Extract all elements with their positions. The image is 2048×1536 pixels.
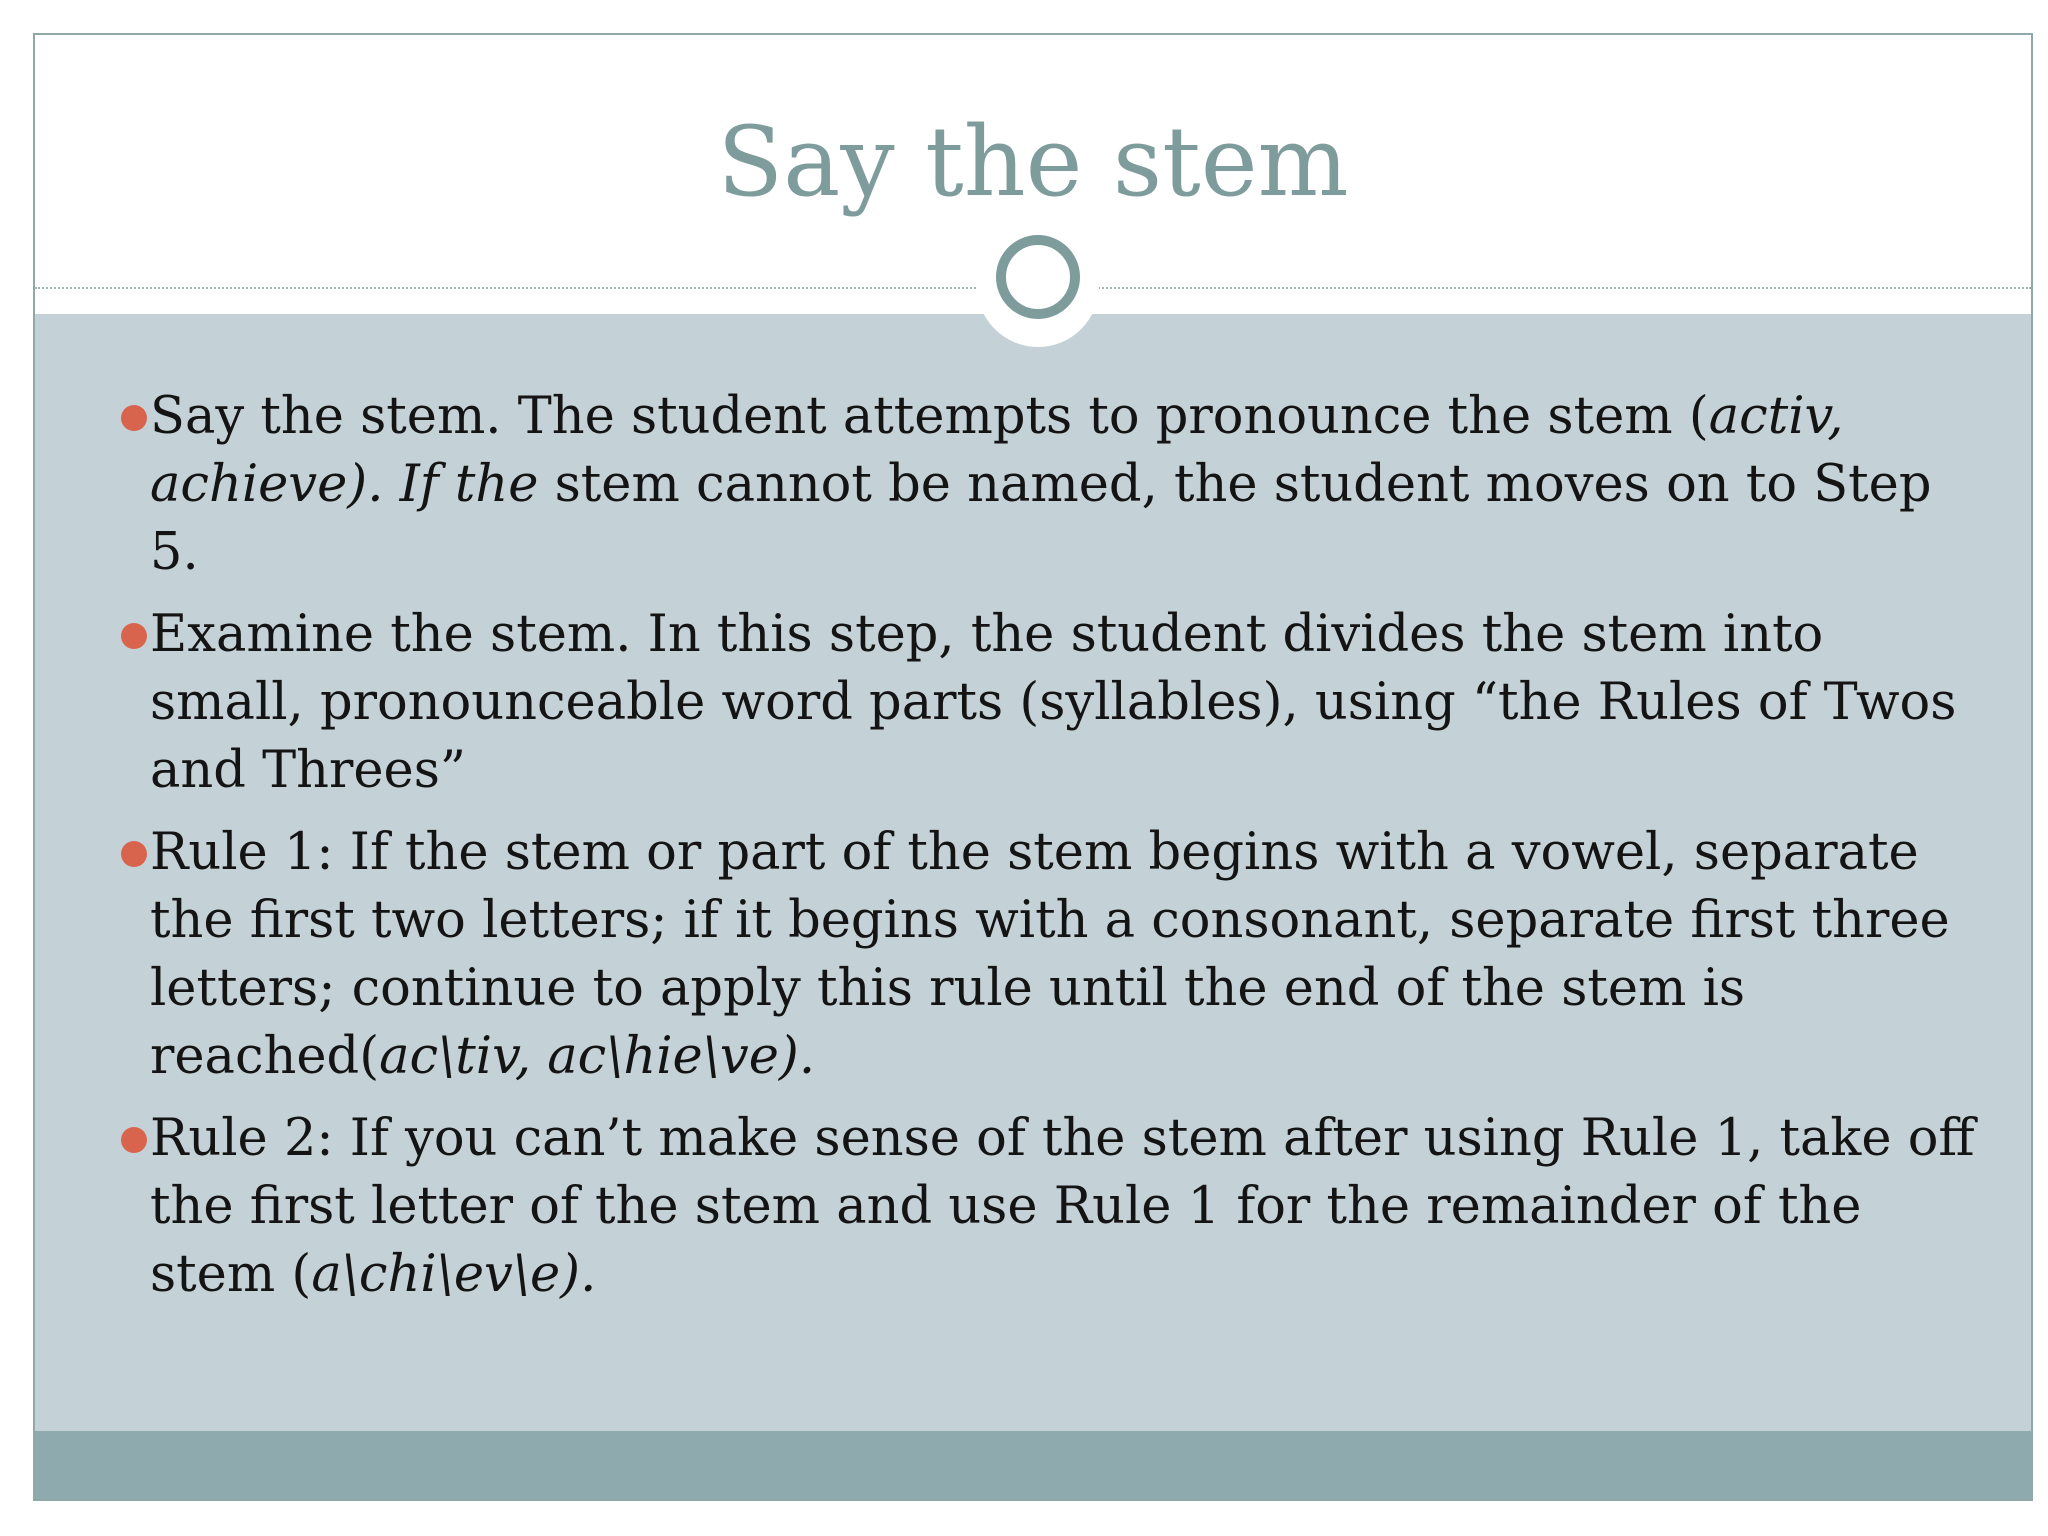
bullet-text-segment: Rule 1: If the stem or part of the stem begins with a vowel, separate the first two letters; if it begins with a consonant, separate first three letters; continue to apply this rule until the end of the stem is reached( xyxy=(150,823,1950,1086)
bullet-list xyxy=(150,383,1980,1323)
bullet-text xyxy=(150,605,1956,800)
bullet-dot-icon xyxy=(121,623,147,649)
bullet-text-segment: Say the stem. The student attempts to pronounce the stem ( xyxy=(150,387,1709,446)
bullet-text-segment-italic: a\chi\ev\e). xyxy=(311,1245,597,1304)
bullet-text-segment: Rule 2: If you can’t make sense of the stem after using Rule 1, take off the first letter of the stem and use Rule 1 for the remainder of the stem ( xyxy=(150,1109,1975,1304)
bullet-text-segment: Examine the stem. In this step, the student divides the stem into small, pronounceable word parts (syllables), using “the Rules of Twos and Threes” xyxy=(150,605,1957,800)
bullet-text xyxy=(150,823,1950,1086)
bullet-item-rule-1 xyxy=(150,819,1980,1091)
bullet-item-say-stem xyxy=(150,383,1980,587)
slide xyxy=(33,33,2033,1501)
bullet-dot-icon xyxy=(121,1127,147,1153)
bullet-dot-icon xyxy=(121,405,147,431)
footer-band xyxy=(35,1431,2031,1501)
bullet-item-rule-2 xyxy=(150,1105,1980,1309)
slide-title: Say the stem xyxy=(717,106,1349,218)
bullet-dot-icon xyxy=(121,841,147,867)
bullet-text-segment-italic: ac\tiv, ac\hie\ve). xyxy=(379,1027,816,1086)
bullet-text-segment: stem cannot be named, the student moves on to Step 5. xyxy=(150,455,1932,582)
bullet-item-examine-stem xyxy=(150,601,1980,805)
divider-circle-ornament xyxy=(996,235,1080,319)
bullet-text xyxy=(150,1109,1975,1304)
bullet-text-segment-italic: activ, achieve). If the xyxy=(150,387,1844,514)
bullet-text xyxy=(150,387,1932,582)
